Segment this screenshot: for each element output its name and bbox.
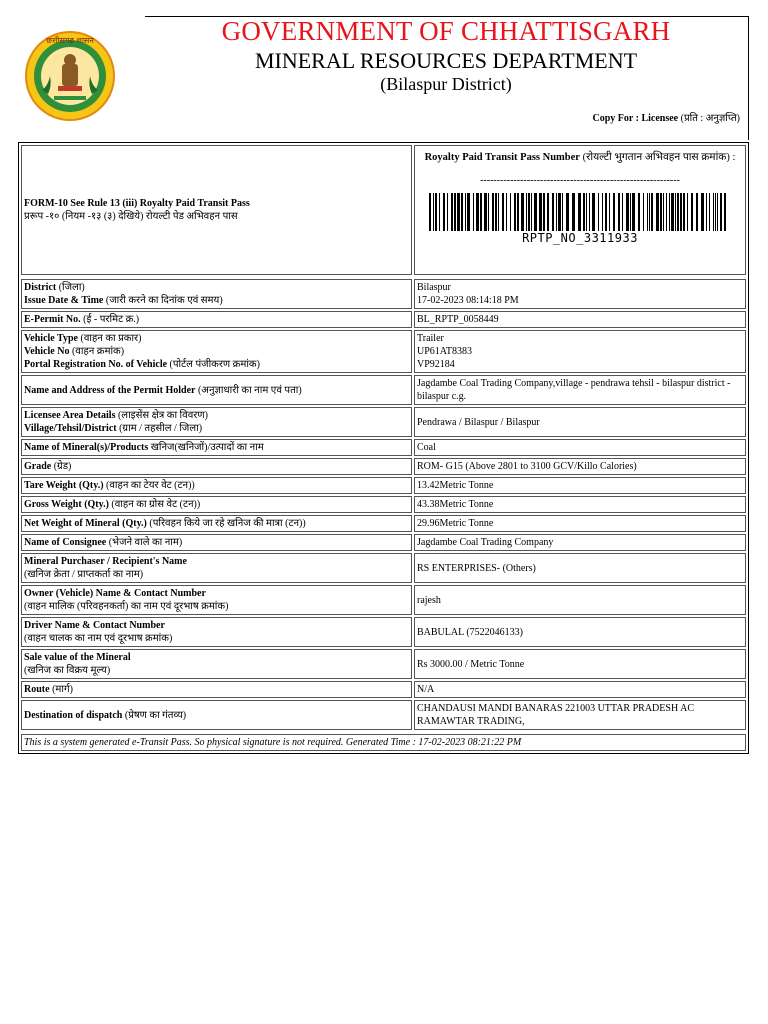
field-label-hi: (ग्राम / तहसील / जिला) <box>119 423 203 434</box>
barcode-bar <box>552 193 554 231</box>
barcode-bar <box>539 193 542 231</box>
field-label-hi: (वाहन का ग्रोस वेट (टन)) <box>111 499 201 510</box>
field-value-cell <box>414 617 746 647</box>
barcode-bar <box>701 193 704 231</box>
field-label-cell <box>21 534 412 551</box>
rptp-label-hi: (रोयल्टी भुगतान अभिवहन पास क्रमांक) : <box>582 152 736 163</box>
table-row <box>21 330 746 373</box>
barcode-bar <box>649 193 650 231</box>
field-label <box>24 619 409 632</box>
field-label <box>24 709 409 722</box>
barcode-bar <box>566 193 569 231</box>
field-value: 17-02-2023 08:14:18 PM <box>417 295 519 306</box>
district-subtitle: (Bilaspur District) <box>380 74 512 94</box>
field-label-hi: (अनुज्ञाधारी का नाम एवं पता) <box>197 384 302 396</box>
barcode-bar <box>583 193 585 231</box>
field-label <box>24 651 409 664</box>
barcode-bar <box>461 193 463 231</box>
table-row <box>21 375 746 405</box>
barcode-bar <box>433 193 434 231</box>
field-label-hi: (परिवहन किये जा रहे खनिज की मात्रा (टन)) <box>149 518 306 529</box>
field-value-cell <box>414 496 746 513</box>
barcode-bar <box>451 193 453 231</box>
field-label-cell <box>21 617 412 647</box>
field-value-cell <box>414 439 746 456</box>
field-label-hi: (खनिज का विक्रय मूल्य) <box>24 665 111 676</box>
field-value: 13.42Metric Tonne <box>417 480 494 491</box>
barcode-bar <box>457 193 460 231</box>
barcode-bar <box>656 193 659 231</box>
barcode-bar <box>492 193 494 231</box>
field-label <box>24 422 409 435</box>
barcode-bar <box>506 193 507 231</box>
field-value: RS ENTERPRISES- (Others) <box>417 562 536 574</box>
form-title-cell <box>21 145 412 275</box>
field-label <box>24 664 409 677</box>
field-value-cell <box>414 681 746 698</box>
field-label-hi: (प्रेषण का गंतव्य) <box>124 709 187 721</box>
barcode-bar <box>476 193 479 231</box>
barcode-bar <box>534 193 537 231</box>
field-value: Jagdambe Coal Trading Company,village - pendrawa tehsil - bilaspur district - bilaspur c.g. <box>417 378 731 402</box>
field-label-cell <box>21 439 412 456</box>
barcode-bar <box>447 193 448 231</box>
field-label-hi: (ई - परमिट क्र.) <box>83 314 140 325</box>
field-value-cell <box>414 477 746 494</box>
field-value: Coal <box>417 442 436 453</box>
field-label-en: Gross Weight (Qty.) <box>24 499 109 510</box>
footer-note: This is a system generated e-Transit Pass. So physical signature is not required. Generated Time : 17-02-2023 08:21:22 PM <box>21 734 746 751</box>
field-label-hi: (वाहन का प्रकार) <box>80 333 142 344</box>
barcode-bar <box>613 193 615 231</box>
field-label-hi: (वाहन क्रमांक) <box>71 346 125 357</box>
barcode-bar <box>713 193 714 231</box>
field-label-hi: (भेजने वाले का नाम) <box>108 537 183 548</box>
barcode-bar <box>717 193 718 231</box>
table-row <box>21 700 746 730</box>
barcode-bar <box>647 193 648 231</box>
barcode-bar <box>671 193 674 231</box>
table-row <box>21 279 746 309</box>
field-label <box>24 294 409 307</box>
field-label-cell <box>21 681 412 698</box>
field-label <box>24 358 409 371</box>
field-label <box>24 441 409 454</box>
barcode-bar <box>556 193 557 231</box>
field-label-hi: (जारी करने का दिनांक एवं समय) <box>105 295 223 306</box>
table-row <box>21 681 746 698</box>
field-label-en: Driver Name & Contact Number <box>24 620 165 631</box>
table-row <box>21 585 746 615</box>
barcode-bar <box>638 193 640 231</box>
field-label <box>24 498 409 511</box>
field-label-hi: (वाहन का टेयर वेट (टन)) <box>106 480 195 491</box>
barcode-bar <box>677 193 679 231</box>
field-label-hi: (खनिज क्रेता / प्राप्तकर्ता का नाम) <box>24 569 144 580</box>
barcode-bar <box>439 193 440 231</box>
barcode-bar <box>484 193 487 231</box>
field-value: Jagdambe Coal Trading Company <box>417 537 554 548</box>
field-label-en: E-Permit No. <box>24 314 81 325</box>
barcode-bar <box>663 193 664 231</box>
barcode-bar <box>502 193 504 231</box>
barcode-bar <box>626 193 629 231</box>
field-label-cell <box>21 477 412 494</box>
barcode-number: RPTP_NO_3311933 <box>522 231 638 245</box>
field-value: N/A <box>417 684 435 695</box>
field-value-cell <box>414 553 746 583</box>
field-label <box>24 345 409 358</box>
barcode-bar <box>558 193 561 231</box>
field-value-cell <box>414 330 746 373</box>
field-label-cell <box>21 700 412 730</box>
field-label <box>24 460 409 473</box>
table-row <box>21 534 746 551</box>
field-label <box>24 409 409 422</box>
field-label-en: Owner (Vehicle) Name & Contact Number <box>24 588 206 599</box>
field-value-cell <box>414 375 746 405</box>
field-label-hi: (पोर्टल पंजीकरण क्रमांक) <box>169 359 260 370</box>
barcode-bar <box>521 193 524 231</box>
barcode-bar <box>526 193 527 231</box>
barcode-bar <box>531 193 532 231</box>
barcode-bar <box>706 193 707 231</box>
field-label-cell <box>21 585 412 615</box>
field-label-en: Net Weight of Mineral (Qty.) <box>24 518 147 529</box>
field-value: Bilaspur <box>417 282 451 293</box>
department-title: MINERAL RESOURCES DEPARTMENT <box>254 48 638 73</box>
barcode-bar <box>572 193 575 231</box>
field-label <box>24 568 409 581</box>
barcode-bar <box>488 193 489 231</box>
barcode-bar <box>687 193 688 231</box>
field-value: BL_RPTP_0058449 <box>417 314 499 325</box>
field-label-en: Licensee Area Details <box>24 410 116 421</box>
barcode-bar <box>528 193 530 231</box>
field-label-en: Portal Registration No. of Vehicle <box>24 359 168 370</box>
barcode-bar <box>592 193 595 231</box>
field-label-hi: (मार्ग) <box>52 684 73 695</box>
field-label-hi: (जिला) <box>58 282 85 293</box>
field-label-cell <box>21 515 412 532</box>
form-title-en: FORM-10 See Rule 13 (iii) Royalty Paid Transit Pass <box>24 198 250 209</box>
field-label <box>24 555 409 568</box>
barcode-bar <box>683 193 685 231</box>
field-value: BABULAL (7522046133) <box>417 626 524 638</box>
barcode-bar <box>454 193 456 231</box>
field-label <box>24 479 409 492</box>
field-label <box>24 313 409 326</box>
field-label-hi: (ग्रेड) <box>53 461 72 472</box>
field-value-cell <box>414 700 746 730</box>
copy-for-hi: (प्रति : अनुज्ञप्ति) <box>680 113 740 124</box>
table-row <box>21 617 746 647</box>
field-label-en: Route <box>24 684 50 695</box>
field-label-en: Issue Date & Time <box>24 295 104 306</box>
barcode-bar <box>543 193 545 231</box>
barcode-bar <box>669 193 670 231</box>
table-row <box>21 553 746 583</box>
field-label-en: Mineral Purchaser / Recipient's Name <box>24 556 187 567</box>
field-value: UP61AT8383 <box>417 346 473 357</box>
field-label <box>24 600 409 613</box>
barcode-bar <box>609 193 610 231</box>
field-value-cell <box>414 407 746 437</box>
field-label-cell <box>21 458 412 475</box>
copy-for-label <box>592 110 740 124</box>
field-value: Pendrawa / Bilaspur / Bilaspur <box>417 416 540 428</box>
barcode-bar <box>435 193 437 231</box>
barcode-bar <box>495 193 497 231</box>
barcode-bar <box>715 193 716 231</box>
barcode-bar <box>632 193 635 231</box>
barcode-bar <box>691 193 693 231</box>
barcode-bar <box>473 193 474 231</box>
field-value-cell <box>414 585 746 615</box>
barcode-bar <box>605 193 607 231</box>
field-value-cell <box>414 649 746 679</box>
field-label-cell <box>21 407 412 437</box>
field-label-en: Destination of dispatch <box>24 709 123 721</box>
field-label-en: Sale value of the Mineral <box>24 652 131 663</box>
barcode-image <box>429 193 731 231</box>
table-row <box>21 477 746 494</box>
barcode-bar <box>429 193 431 231</box>
table-row <box>21 496 746 513</box>
table-row <box>21 515 746 532</box>
field-label <box>24 384 409 397</box>
field-label <box>24 517 409 530</box>
field-value: VP92184 <box>417 359 455 370</box>
field-value: Rs 3000.00 / Metric Tonne <box>417 658 525 670</box>
table-row <box>21 649 746 679</box>
field-label-en: District <box>24 282 57 293</box>
copy-for-en: Copy For : Licensee <box>592 113 679 124</box>
field-label-en: Name and Address of the Permit Holder <box>24 384 196 396</box>
barcode-bar <box>622 193 623 231</box>
field-label-cell <box>21 553 412 583</box>
barcode-bar <box>578 193 581 231</box>
field-label <box>24 332 409 345</box>
field-label-cell <box>21 311 412 328</box>
field-label-en: Vehicle No <box>24 346 70 357</box>
field-label-hi: (वाहन मालिक (परिवहनकर्ता) का नाम एवं दूरभाष क्रमांक) <box>24 601 229 612</box>
field-value: ROM- G15 (Above 2801 to 3100 GCV/Killo Calories) <box>417 461 637 472</box>
barcode-bar <box>517 193 519 231</box>
field-value-cell <box>414 515 746 532</box>
field-value: 43.38Metric Tonne <box>417 499 494 510</box>
barcode-bar <box>467 193 470 231</box>
field-label <box>24 632 409 645</box>
field-label-cell <box>21 330 412 373</box>
barcode-bar <box>562 193 563 231</box>
barcode-bar <box>666 193 667 231</box>
barcode-bar <box>589 193 590 231</box>
field-label <box>24 683 409 696</box>
rptp-label: Royalty Paid Transit Pass Number <box>424 152 580 163</box>
form-title-hi: प्ररूप -१० (नियम -१३ (३) देखिये) रोयल्टी पेड अभिवहन पास <box>24 211 238 222</box>
government-title: GOVERNMENT OF CHHATTISGARH <box>221 16 671 46</box>
field-label <box>24 536 409 549</box>
barcode-bar <box>720 193 722 231</box>
table-row <box>21 311 746 328</box>
field-label-hi: (लाइसेंस क्षेत्र का विवरण) <box>117 410 208 421</box>
field-value: CHANDAUSI MANDI BANARAS 221003 UTTAR PRADESH AC RAMAWTAR TRADING, <box>417 703 695 727</box>
field-value: 29.96Metric Tonne <box>417 518 494 529</box>
field-label-hi: खनिज(खनिजों)/उत्पादों का नाम <box>150 442 264 453</box>
transit-pass-table <box>18 142 749 754</box>
field-label-en: Tare Weight (Qty.) <box>24 480 104 491</box>
field-label-cell <box>21 649 412 679</box>
field-label-en: Name of Mineral(s)/Products <box>24 442 149 453</box>
barcode-bar <box>680 193 682 231</box>
field-label-en: Grade <box>24 461 52 472</box>
field-label-hi: (वाहन चालक का नाम एवं दूरभाष क्रमांक) <box>24 633 173 644</box>
table-row <box>21 458 746 475</box>
barcode-bar <box>510 193 511 231</box>
field-value-cell <box>414 311 746 328</box>
rptp-dashes: ------------------------------------------------------------ <box>480 175 680 186</box>
barcode-bar <box>480 193 482 231</box>
barcode-bar <box>643 193 644 231</box>
barcode-bar <box>696 193 698 231</box>
field-value-cell <box>414 534 746 551</box>
field-label-cell <box>21 496 412 513</box>
rptp-cell <box>414 145 746 275</box>
barcode-bar <box>651 193 653 231</box>
barcode-bar <box>547 193 549 231</box>
field-label-en: Vehicle Type <box>24 333 78 344</box>
field-label <box>24 281 409 294</box>
barcode-bar <box>498 193 499 231</box>
svg-text:छत्तीसगढ़ शासन: छत्तीसगढ़ शासन <box>46 36 94 45</box>
field-value-cell <box>414 458 746 475</box>
barcode-bar <box>675 193 676 231</box>
field-label <box>24 587 409 600</box>
table-row <box>21 407 746 437</box>
chhattisgarh-emblem-icon <box>24 30 116 122</box>
field-value: rajesh <box>417 594 441 606</box>
field-value-cell <box>414 279 746 309</box>
field-label-en: Village/Tehsil/District <box>24 423 117 434</box>
field-value: Trailer <box>417 333 444 344</box>
barcode-bar <box>598 193 599 231</box>
field-label-cell <box>21 279 412 309</box>
barcode-bar <box>724 193 726 231</box>
barcode-bar <box>709 193 710 231</box>
barcode-bar <box>443 193 445 231</box>
barcode-bar <box>465 193 466 231</box>
barcode-bar <box>618 193 620 231</box>
barcode-bar <box>514 193 516 231</box>
barcode-bar <box>630 193 631 231</box>
field-label-cell <box>21 375 412 405</box>
barcode-bar <box>660 193 662 231</box>
barcode-bar <box>586 193 587 231</box>
barcode-bar <box>602 193 603 231</box>
field-label-en: Name of Consignee <box>24 537 107 548</box>
table-row <box>21 439 746 456</box>
